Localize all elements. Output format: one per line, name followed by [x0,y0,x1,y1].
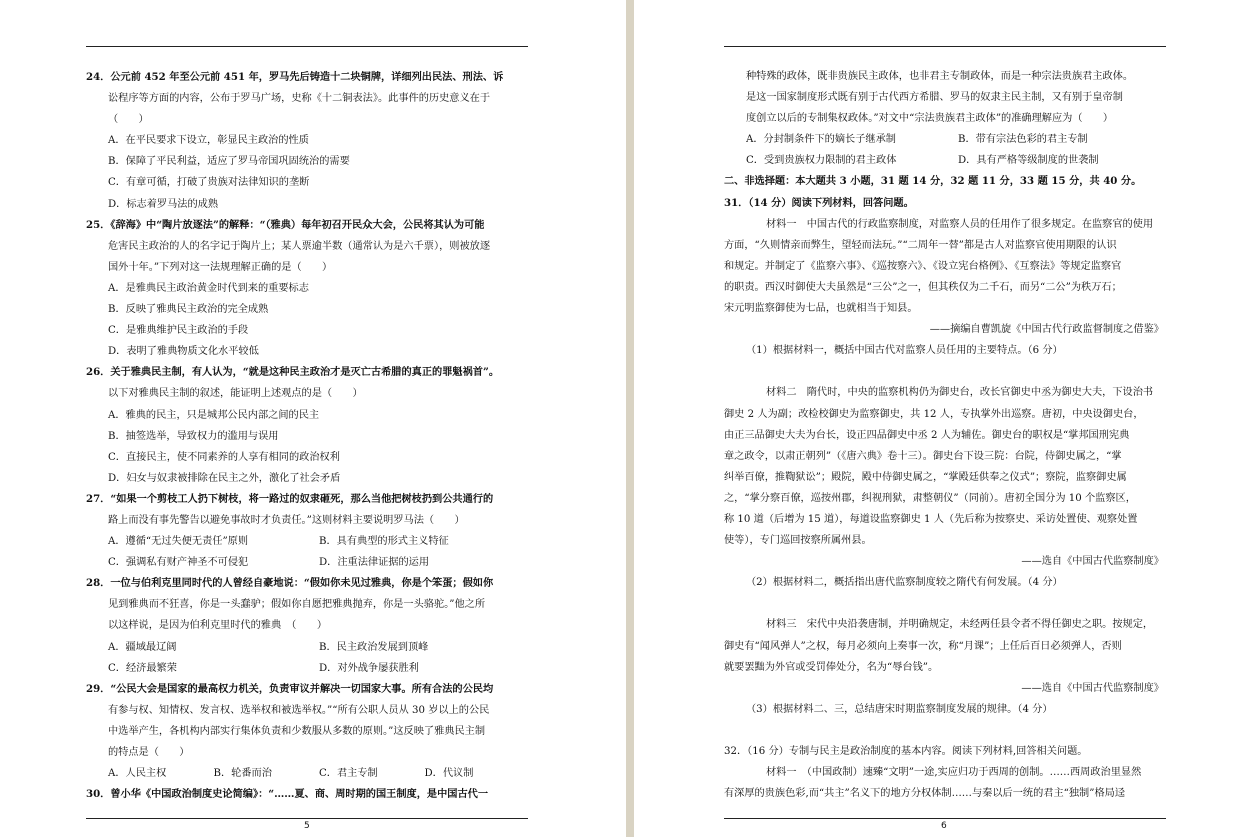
answer-option: B．轮番而治 [213,768,272,780]
text-line: C．直接民主，使不同素养的人享有相同的政治权利 [108,451,340,463]
answer-option: D．注重法律证据的运用 [319,557,430,569]
answer-option: D．代议制 [424,768,474,780]
text-line: 和规定。并制定了《监察六事》、《巡按察六》、《设立宪台格例》、《互察法》等规定监察官 [724,260,1122,272]
answer-space [746,593,1170,614]
text-line: 危害民主政治的人的名字记于陶片上；某人票逾半数（通常认为是六千票），则被放逐 [108,240,491,252]
text-line: 材料三 宋代中央沿袭唐制，并明确规定，未经两任县令者不得任御史之职。按规定， [766,619,1154,631]
text-line: D．妇女与奴隶被排除在民主之外，激化了社会矛盾 [108,472,341,484]
text-line: 有参与权、知情权、发言权、选举权和被选举权。”“所有公职人员从 30 岁以上的公民 [108,704,490,716]
question-stem: 28．一位与伯利克里同时代的人曾经自豪地说：“假如你未见过雅典，你是个笨蛋；假如你 [86,577,494,590]
right-page-content [724,66,1170,804]
text-line: 章之政令，以肃正朝列”（《唐六典》卷十三）。御史台下设三院：台院，侍御史属之，“掌 [724,450,1122,462]
answer-options [86,552,530,573]
text-line: D．标志着罗马法的成熟 [108,198,219,210]
answer-space [746,720,1170,741]
text-line: 是这一国家制度形式既有别于古代西方希腊、罗马的奴隶主民主制，又有别于皇帝制 [746,92,1123,104]
answer-options [746,150,1170,171]
text-line: （1）根据材料一，概括中国古代对监察人员任用的主要特点。（6 分） [746,345,1063,357]
text-line: （2）根据材料二，概括指出唐代监察制度较之隋代有何发展。（4 分） [746,577,1063,589]
answer-option: D．对外战争屡获胜利 [319,662,419,674]
text-line: 31．（14 分）阅读下列材料，回答问题。 [724,196,914,209]
answer-option: A．分封制条件下的嫡长子继承制 [746,134,896,146]
answer-option: B．民主政治发展到顶峰 [319,641,429,653]
text-line: 材料二 隋代时，中央的监察机构仍为御史台，改长官御史中丞为御史大夫，下设治书 [766,387,1154,399]
text-line: 国外十年。”下列对这一法规理解正确的是（ ） [108,261,333,273]
text-line: A．雅典的民主，只是城邦公民内部之间的民主 [108,409,320,421]
text-line: 见到雅典而不狂喜，你是一头蠢驴；假如你自愿把雅典抛弃，你是一头骆驼。”他之所 [108,599,486,611]
answer-option: A．遵循“无过失便无责任”原则 [108,536,249,548]
text-line: 有深厚的贵族色彩,而“共主”名义下的地方分权体制……与秦以后一统的君主“独制”格局迳 [724,788,1126,800]
answer-options [86,658,530,679]
answer-space [746,361,1170,382]
text-line: 宋元明监察御使为七品，也就相当于知县。 [724,303,918,315]
text-line: 纠举百僚，推鞫狱讼”；殿院，殿中侍御史属之，“掌殿廷供奉之仪式”；察院，监察御史属 [724,471,1127,483]
source-citation: ——摘编自曹凯旋《中国古代行政监督制度之借鉴》 [929,324,1164,336]
text-line: 方面，“久则情亲而弊生，望轻而法玩。”“二周年一替”都是古人对监察官使用期限的认识 [724,239,1117,251]
text-line: 的特点是（ ） [108,747,190,758]
text-line: B．保障了平民利益，适应了罗马帝国巩固统治的需要 [108,156,350,168]
question-stem: 25．《辞海》中“陶片放逐法”的解释：“（雅典）每年初召开民众大会，公民将其认为可能 [86,218,485,231]
text-line: A．在平民要求下设立，彰显民主政治的性质 [108,135,309,147]
answer-option: A．疆域最辽阔 [108,641,177,653]
page-number: 5 [304,821,310,831]
answer-option: D．具有严格等级制度的世袭制 [958,155,1099,167]
text-line: 就要罢黜为外官或受罚俸处分，名为“辱台钱”。 [724,661,939,673]
text-line: （3）根据材料二、三，总结唐宋时期监察制度发展的规律。（4 分） [746,703,1053,715]
text-line: 以这样说，是因为伯利克里时代的雅典 （ ） [108,620,328,632]
text-line: 二、非选择题：本大题共 3 小题，31 题 14 分，32 题 11 分，33 题 15 分，共 40 分。 [724,175,1142,188]
left-page-content [86,67,530,805]
question-stem: 29．“公民大会是国家的最高权力机关，负责审议并解决一切国家大事。所有合法的公民均 [86,682,494,695]
answer-option: C．强调私有财产神圣不可侵犯 [108,557,249,569]
text-line: 中选举产生，各机构内部实行集体负责和少数服从多数的原则。”这反映了雅典民主制 [108,725,486,737]
text-line: 以下对雅典民主制的叙述，能证明上述观点的是（ ） [108,388,363,400]
question-stem: 27．“如果一个剪枝工人扔下树枝，将一路过的奴隶砸死，那么当他把树枝扔到公共通行的 [86,492,494,505]
page-gutter [626,0,634,837]
answer-options [86,637,530,658]
answer-option: C．受到贵族权力限制的君主政体 [746,155,897,167]
question-stem: 24．公元前 452 年至公元前 451 年，罗马先后铸造十二块铜牌，详细列出民法、刑法、诉 [86,71,504,83]
text-line: A．是雅典民主政治黄金时代到来的重要标志 [108,282,309,294]
text-line: 御史有“闻风弹人”之权，每月必须向上奏事一次，称“月课”；上任后百日必须弹人，否则 [724,640,1122,652]
text-line: 度创立以后的专制集权政体。”对文中“宗法贵族君主政体”的准确理解应为（ ） [746,113,1114,125]
answer-option: B．具有典型的形式主义特征 [319,536,449,548]
text-line: 之，“掌分察百僚，巡按州郡，纠视刑狱，肃整朝仪”（同前）。唐初全国分为 10 个监察区， [724,492,1136,504]
text-line: 种特殊的政体，既非贵族民主政体，也非君主专制政体，而是一种宗法贵族君主政体。 [746,71,1134,82]
text-line: 称 10 道（后增为 15 道），每道设监察御史 1 人（先后称为按察史、采访处置使、观察处置 [724,513,1138,525]
answer-option: C．经济最繁荣 [108,662,177,674]
text-line: C．是雅典维护民主政治的手段 [108,325,249,337]
bottom-rule [86,818,528,819]
page-number: 6 [941,821,947,831]
text-line: D．表明了雅典物质文化水平较低 [108,346,259,358]
text-line: 材料一 中国古代的行政监察制度，对监察人员的任用作了很多规定。在监察官的使用 [766,218,1154,230]
answer-option: C．君主专制 [319,768,378,780]
text-line: 使等），专门巡回按察所属州县。 [724,535,872,547]
source-citation: ——选自《中国古代监察制度》 [1021,682,1164,694]
answer-options [746,129,1170,150]
text-line: （ ） [108,114,149,126]
answer-options [86,763,530,784]
question-stem: 30．曾小华《中国政治制度史论简编》：“……夏、商、周时期的国王制度，是中国古代一 [86,788,489,801]
left-page [0,0,626,837]
bottom-rule [724,818,1166,819]
question-stem: 26．关于雅典民主制，有人认为，“就是这种民主政治才是灭亡古希腊的真正的罪魁祸首”。 [86,366,500,379]
text-line: 由正三品御史大夫为台长，设正四品御史中丞 2 人为辅佐。御史台的职权是“掌邦国刑宪典 [724,429,1130,441]
answer-option: B．带有宗法色彩的君主专制 [958,134,1088,146]
source-citation: ——选自《中国古代监察制度》 [1021,556,1164,568]
text-line: B．抽签选举，导致权力的滥用与误用 [108,430,279,442]
text-line: 的职责。西汉时御使大夫虽然是“三公”之一，但其秩仅为二千石，而另“二公”为秩万石； [724,281,1122,293]
text-line: 路上而没有事先警告以避免事故时才负责任。”这则材料主要说明罗马法（ ） [108,514,465,526]
top-rule [724,46,1166,47]
text-line: C．有章可循，打破了贵族对法律知识的垄断 [108,177,310,189]
text-line: 讼程序等方面的内容，公布于罗马广场，史称《十二铜表法》。此事件的历史意义在于 [108,93,491,105]
answer-option: A．人民主权 [108,768,167,780]
text-line: 材料一 （中国政制）速臻“文明”一途,实应归功于西周的创制。……西周政治里显然 [766,767,1142,779]
text-line: 32．（16 分）专制与民主是政治制度的基本内容。阅读下列材料,回答相关问题。 [724,746,1088,757]
text-line: B．反映了雅典民主政治的完全成熟 [108,304,269,316]
top-rule [86,46,528,47]
text-line: 御史 2 人为副；改检校御史为监察御史，共 12 人，专执掌外出巡察。唐初，中央设御史台， [724,408,1144,420]
answer-options [86,531,530,552]
